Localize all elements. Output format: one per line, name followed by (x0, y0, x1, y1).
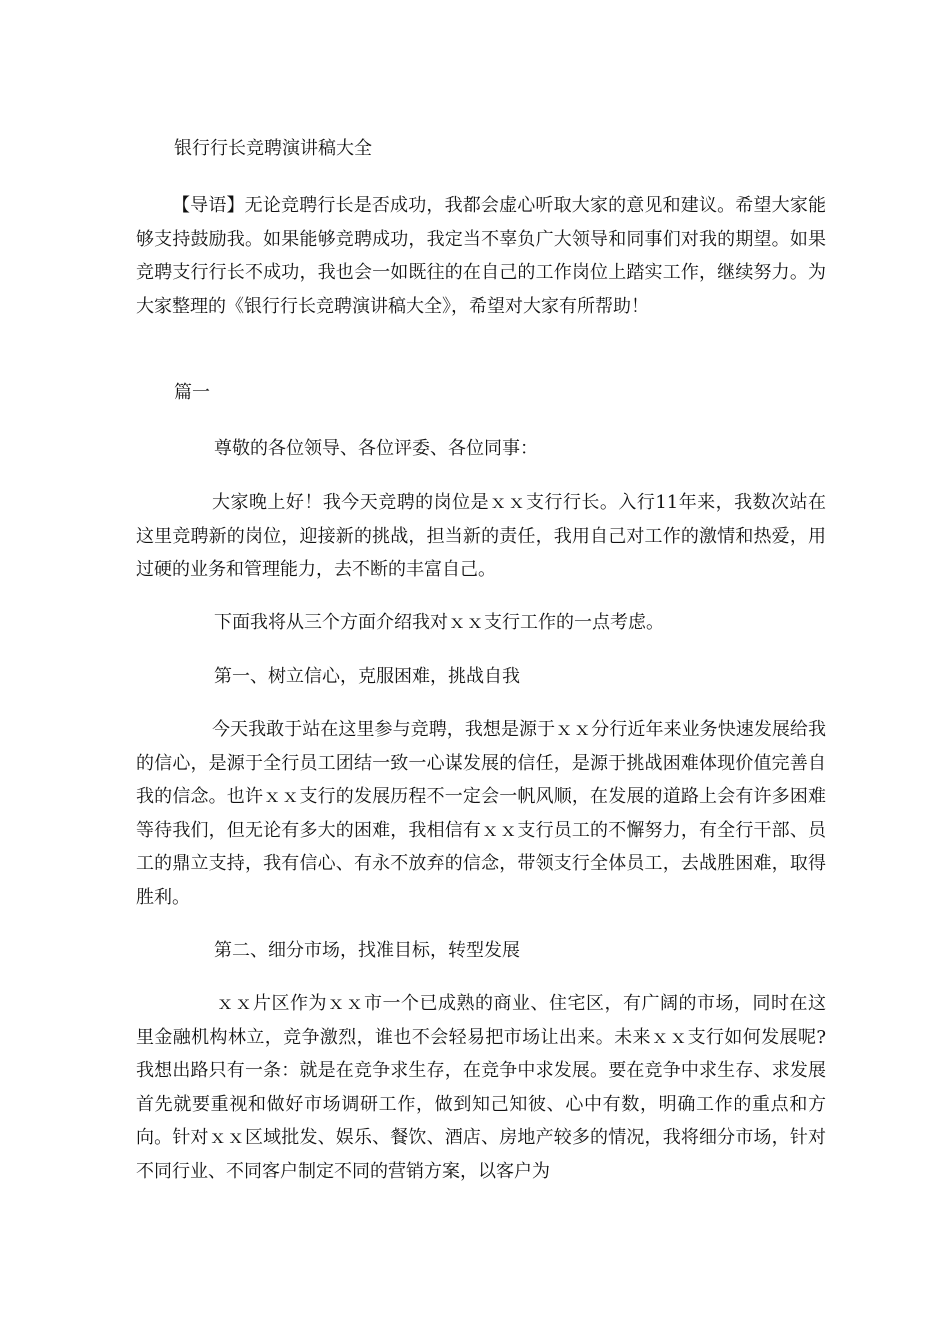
intro-paragraph: 【导语】无论竞聘行长是否成功，我都会虚心听取大家的意见和建议。希望大家能够支持鼓励我。如果能够竞聘成功，我定当不辜负广大领导和同事们对我的期望。如果竞聘支行行长不成功，我也会一如既往的在自己的工作岗位上踏实工作，继续努力。为大家整理的《银行行长竞聘演讲稿大全》，希望对大家有所帮助！ (136, 195, 826, 317)
document-title: 银行行长竞聘演讲稿大全 (174, 138, 372, 159)
paragraph-3: 今天我敢于站在这里参与竞聘，我想是源于ｘｘ分行近年来业务快速发展给我的信心，是源于全行员工团结一致一心谋发展的信任，是源于挑战困难体现价值完善自我的信念。也许ｘｘ支行的发展历程不一定会一帆风顺，在发展的道路上会有许多困难等待我们，但无论有多大的困难，我相信有ｘｘ支行员工的不懈努力，有全行干部、员工的鼎立支持，我有信心、有永不放弃的信念，带领支行全体员工，去战胜困难，取得胜利。 (136, 719, 826, 908)
section-heading-1: 第一、树立信心，克服困难，挑战自我 (214, 666, 520, 687)
paragraph-2: 下面我将从三个方面介绍我对ｘｘ支行工作的一点考虑。 (214, 612, 664, 633)
paragraph-1: 大家晚上好！我今天竞聘的岗位是ｘｘ支行行长。入行11年来，我数次站在这里竞聘新的岗位，迎接新的挑战，担当新的责任，我用自己对工作的激情和热爱，用过硬的业务和管理能力，去不断的丰富自己。 (136, 492, 826, 580)
paragraph-4: ｘｘ片区作为ｘｘ市一个已成熟的商业、住宅区，有广阔的市场，同时在这里金融机构林立，竞争激烈，谁也不会轻易把市场让出来。未来ｘｘ支行如何发展呢?我想出路只有一条：就是在竞争求生存，在竞争中求发展。要在竞争中求生存、求发展首先就要重视和做好市场调研工作，做到知己知彼、心中有数，明确工作的重点和方向。针对ｘｘ区域批发、娱乐、餐饮、酒店、房地产较多的情况，我将细分市场，针对不同行业、不同客户制定不同的营销方案，以客户为 (136, 993, 826, 1182)
section-heading-2: 第二、细分市场，找准目标，转型发展 (214, 940, 520, 961)
salutation: 尊敬的各位领导、各位评委、各位同事： (214, 438, 538, 459)
section-label: 篇一 (174, 382, 210, 403)
